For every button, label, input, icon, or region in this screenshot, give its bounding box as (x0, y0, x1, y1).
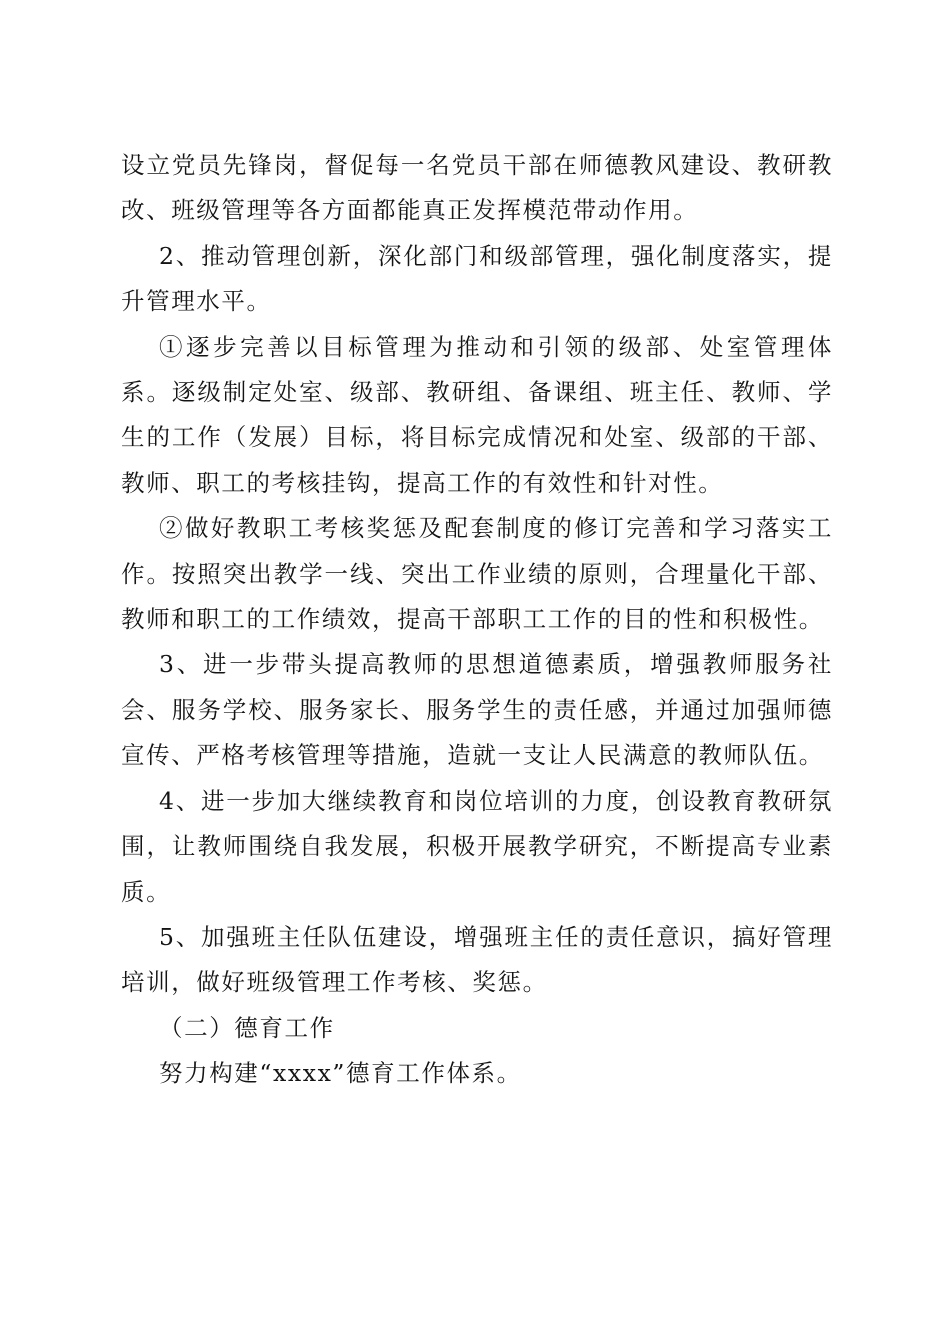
paragraph-subitem-1: ①逐步完善以目标管理为推动和引领的级部、处室管理体系。逐级制定处室、级部、教研组、备课组、班主任、教师、学生的工作（发展）目标，将目标完成情况和处室、级部的干部、教师、职工的考核挂钩，提高工作的有效性和针对性。 (121, 332, 833, 497)
document-body (121, 143, 833, 1097)
paragraph-item-2: 2、推动管理创新，深化部门和级部管理，强化制度落实，提升管理水平。 (121, 241, 833, 316)
paragraph-continuation: 设立党员先锋岗，督促每一名党员干部在师德教风建设、教研教改、班级管理等各方面都能真正发挥模范带动作用。 (121, 151, 833, 225)
paragraph-item-4: 4、进一步加大继续教育和岗位培训的力度，创设教育教研氛围，让教师围绕自我发展，积极开展教学研究，不断提高专业素质。 (121, 786, 833, 906)
section-heading: （二）德育工作 (159, 1013, 335, 1042)
paragraph-closing: 努力构建“xxxx”德育工作体系。 (159, 1059, 522, 1088)
paragraph-item-3: 3、进一步带头提高教师的思想道德素质，增强教师服务社会、服务学校、服务家长、服务学生的责任感，并通过加强师德宣传、严格考核管理等措施，造就一支让人民满意的教师队伍。 (121, 650, 833, 770)
paragraph-item-5: 5、加强班主任队伍建设，增强班主任的责任意识，搞好管理培训，做好班级管理工作考核、奖惩。 (121, 922, 833, 997)
paragraph-subitem-2: ②做好教职工考核奖惩及配套制度的修订完善和学习落实工作。按照突出教学一线、突出工作业绩的原则，合理量化干部、教师和职工的工作绩效，提高干部职工工作的目的性和积极性。 (121, 514, 833, 634)
